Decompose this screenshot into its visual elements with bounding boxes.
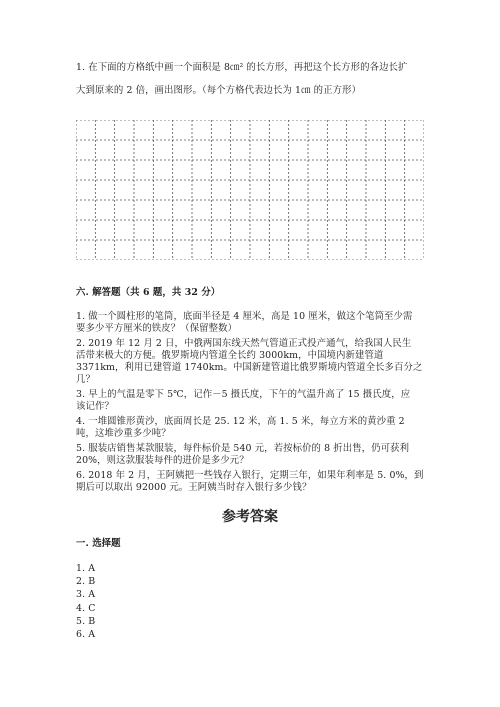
question-1-line-1: 1. 在下面的方格纸中画一个面积是 8㎝² 的长方形，再把这个长方形的各边长扩 — [76, 62, 408, 73]
square-grid-paper — [76, 120, 424, 260]
question-text-line: 20%，则这款服装每件的进价是多少元？ — [76, 455, 249, 466]
answer-item: 4. C — [76, 602, 96, 614]
question-text-line: 该记作？ — [76, 401, 114, 412]
question-text-line: 几？ — [76, 374, 95, 385]
answer-item: 6. A — [76, 629, 96, 640]
question-text-line: 2. 2019 年 12 月 2 日，中俄两国东线天然气管道正式投产通气，给我国人民生 — [76, 338, 412, 349]
question-text-line: 吨，这堆沙重多少吨？ — [76, 428, 171, 439]
section-6-title: 六. 解答题（共 6 题，共 32 分） — [76, 287, 221, 298]
question-text-line: 1. 做一个圆柱形的笔筒，底面半径是 4 厘米，高是 10 厘米，做这个笔筒至少需 — [76, 311, 413, 322]
question-text-line: 3371km，利用已建管道 1740km。中国新建管道比俄罗斯境内管道全长多百分之 — [76, 362, 423, 373]
answer-item: 1. A — [76, 563, 96, 574]
answer-item: 3. A — [76, 589, 96, 601]
question-1-line-2: 大到原来的 2 倍，画出图形。（每个方格代表边长为 1㎝ 的正方形） — [76, 85, 362, 96]
question-text-line: 5. 服装店销售某款服装，每件标价是 540 元，若按标价的 8 折出售，仍可获利 — [76, 443, 410, 454]
answer-section-title: 一. 选择题 — [76, 538, 121, 549]
question-text-line: 4. 一堆圆锥形黄沙，底面周长是 25. 12 米，高 1. 5 米，每立方米的黄沙重 2 — [76, 416, 405, 427]
question-text-line: 期后可以取出 92000 元。王阿姨当时存入银行多少钱？ — [76, 482, 312, 493]
answer-item: 2. B — [76, 576, 96, 588]
answer-item: 5. B — [76, 615, 96, 627]
question-text-line: 6. 2018 年 2 月，王阿姨把一些钱存入银行，定期三年，如果年利率是 5. 0%，到 — [76, 470, 424, 481]
question-text-line: 3. 早上的气温是零下 5℃，记作－5 摄氏度，下午的气温升高了 15 摄氏度，应 — [76, 389, 411, 400]
question-text-line: 活带来极大的方便。俄罗斯境内管道全长约 3000km，中国境内新建管道 — [76, 350, 384, 361]
answer-key-title: 参考答案 — [222, 509, 278, 525]
question-text-line: 要多少平方厘米的铁皮？（保留整数） — [76, 323, 238, 334]
